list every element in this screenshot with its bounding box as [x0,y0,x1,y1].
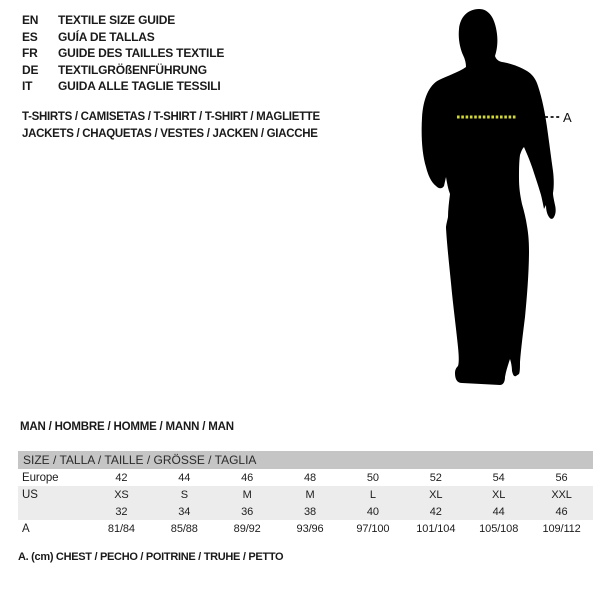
language-code: ES [22,29,38,44]
size-cell: 46 [555,505,568,518]
size-cell: M [242,488,252,501]
size-cell: 38 [304,505,317,518]
size-cell: L [369,488,376,501]
language-title: GUÍA DE TALLAS [58,29,155,44]
language-row-es [22,30,224,47]
language-title: TEXTILE SIZE GUIDE [58,13,176,27]
language-row-it [22,79,224,96]
category-line-tshirts: T-SHIRTS / CAMISETAS / T-SHIRT / T-SHIRT / MAGLIETTE [22,111,320,123]
size-cell: 36 [241,505,254,518]
size-cell: 40 [366,505,379,518]
row-label-a: A [22,522,30,535]
size-cell: 109/112 [542,522,581,535]
size-cell: 50 [366,471,379,484]
size-cell: XS [114,488,129,501]
language-code: EN [22,13,39,27]
row-label-blank [18,503,90,520]
language-title: GUIDA ALLE TAGLIE TESSILI [58,79,221,94]
size-cell: 101/104 [416,522,456,535]
size-cell: 81/84 [107,522,135,535]
size-cell: 44 [178,471,191,484]
size-cell: M [305,488,315,501]
size-cell: S [180,488,188,501]
language-row-de [22,63,224,80]
man-silhouette-shape [422,9,556,385]
section-title-man: MAN / HOMBRE / HOMME / MANN / MAN [20,421,234,433]
man-silhouette-figure [415,5,575,390]
size-cell: 54 [492,471,505,484]
size-cell: 32 [115,505,128,518]
language-row-en [22,13,224,30]
size-row-europe [18,469,593,486]
size-cell: 44 [492,505,505,518]
size-table-header-row [18,451,593,469]
size-cell: XL [429,488,443,501]
size-cell: 56 [555,471,568,484]
size-row-numeric [18,503,593,520]
language-title-list [22,13,224,96]
size-table [18,451,593,537]
language-title: GUIDE DES TAILLES TEXTILE [58,46,225,61]
size-row-us [18,486,593,503]
size-cell: 89/92 [233,522,261,535]
size-cell: 97/100 [356,522,390,535]
size-cell: XXL [551,488,572,501]
size-cell: 34 [178,505,191,518]
size-cell: 105/108 [479,522,519,535]
row-label-us: US [22,488,38,501]
size-cell: 42 [115,471,128,484]
row-label-europe: Europe [22,471,59,484]
size-cell: 42 [429,505,442,518]
measurement-footnote: A. (cm) CHEST / PECHO / POITRINE / TRUHE / PETTO [18,551,284,563]
size-cell: 48 [304,471,317,484]
language-code: IT [22,79,33,94]
size-cell: 46 [241,471,254,484]
language-row-fr [22,46,224,63]
language-title: TEXTILGRÖßENFÜHRUNG [58,62,207,77]
category-line-jackets: JACKETS / CHAQUETAS / VESTES / JACKEN / GIACCHE [22,128,318,140]
garment-categories [22,109,320,143]
size-row-chest [18,520,593,537]
size-table-header: SIZE / TALLA / TAILLE / GRÖSSE / TAGLIA [18,451,593,469]
size-cell: 85/88 [170,522,198,535]
size-cell: XL [492,488,506,501]
language-code: DE [22,62,39,77]
size-cell: 93/96 [296,522,324,535]
language-code: FR [22,46,38,61]
measure-callout-label: A [563,110,572,125]
size-cell: 52 [429,471,442,484]
